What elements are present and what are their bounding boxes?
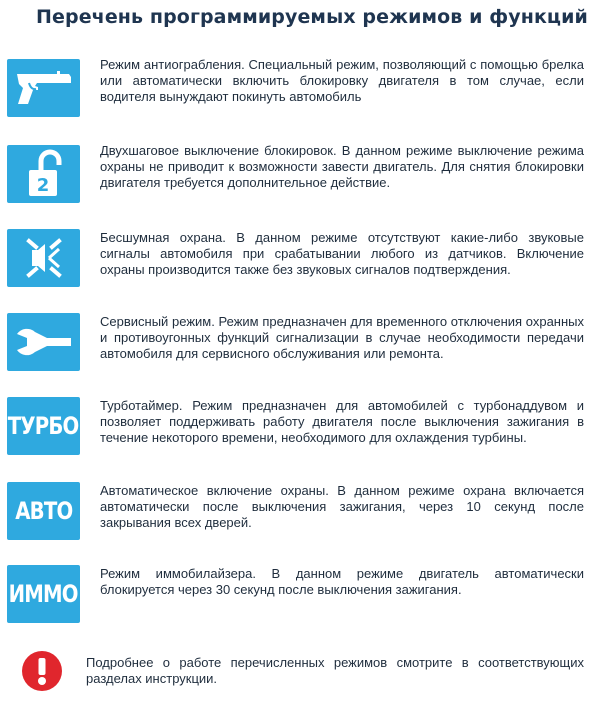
mode-description: Двухшаговое выключение блокировок. В данном режиме выключение режима охраны не приводит к возможности завести двигатель. Для снятия блокировки двигателя требуется дополнительное действие. [100,143,584,190]
auto-label: АВТО [14,497,73,525]
warning-exclamation-icon [21,650,63,692]
mode-description: Бесшумная охрана. В данном режиме отсутствуют какие-либо звуковые сигналы автомобиля при срабатывании любого из датчиков. Включение охраны производится также без звуковых сигналов подтверждения. [100,230,584,277]
immo-label: ИММО [8,580,79,608]
immo-label-icon [7,565,80,623]
turbo-label: ТУРБО [8,412,79,440]
mode-description: Режим антиограбления. Специальный режим, позволяющий с помощью брелка или автоматически включить блокировку двигателя в том случае, если водителя вынуждают покинуть автомобиль [100,57,584,104]
padlock-digit: 2 [36,175,49,196]
auto-label-icon [7,482,80,540]
instructions-note: Подробнее о работе перечисленных режимов смотрите в соответствующих разделах инструкции. [86,655,584,686]
mode-description: Сервисный режим. Режим предназначен для временного отключения охранных и противоугонных функций сигнализации в случае необходимости передачи автомобиля для сервисного обслуживания или ремонта. [100,314,584,361]
padlock-2-icon [7,145,80,203]
mode-description: Автоматическое включение охраны. В данном режиме охрана включается автоматически после выключения зажигания, через 10 секунд после закрывания всех дверей. [100,483,584,530]
silent-mode-icon [7,229,80,287]
wrench-icon [7,313,80,371]
gun-icon [7,59,80,117]
page-title: Перечень программируемых режимов и функций [36,6,588,28]
turbo-label-icon [7,397,80,455]
mode-description: Режим иммобилайзера. В данном режиме двигатель автоматически блокируется через 30 секунд после выключения зажигания. [100,566,584,597]
mode-description: Турботаймер. Режим предназначен для автомобилей с турбонаддувом и позволяет поддерживать работу двигателя после выключения зажигания в течение некоторого времени, необходимого для охлаждения турбины. [100,398,584,445]
